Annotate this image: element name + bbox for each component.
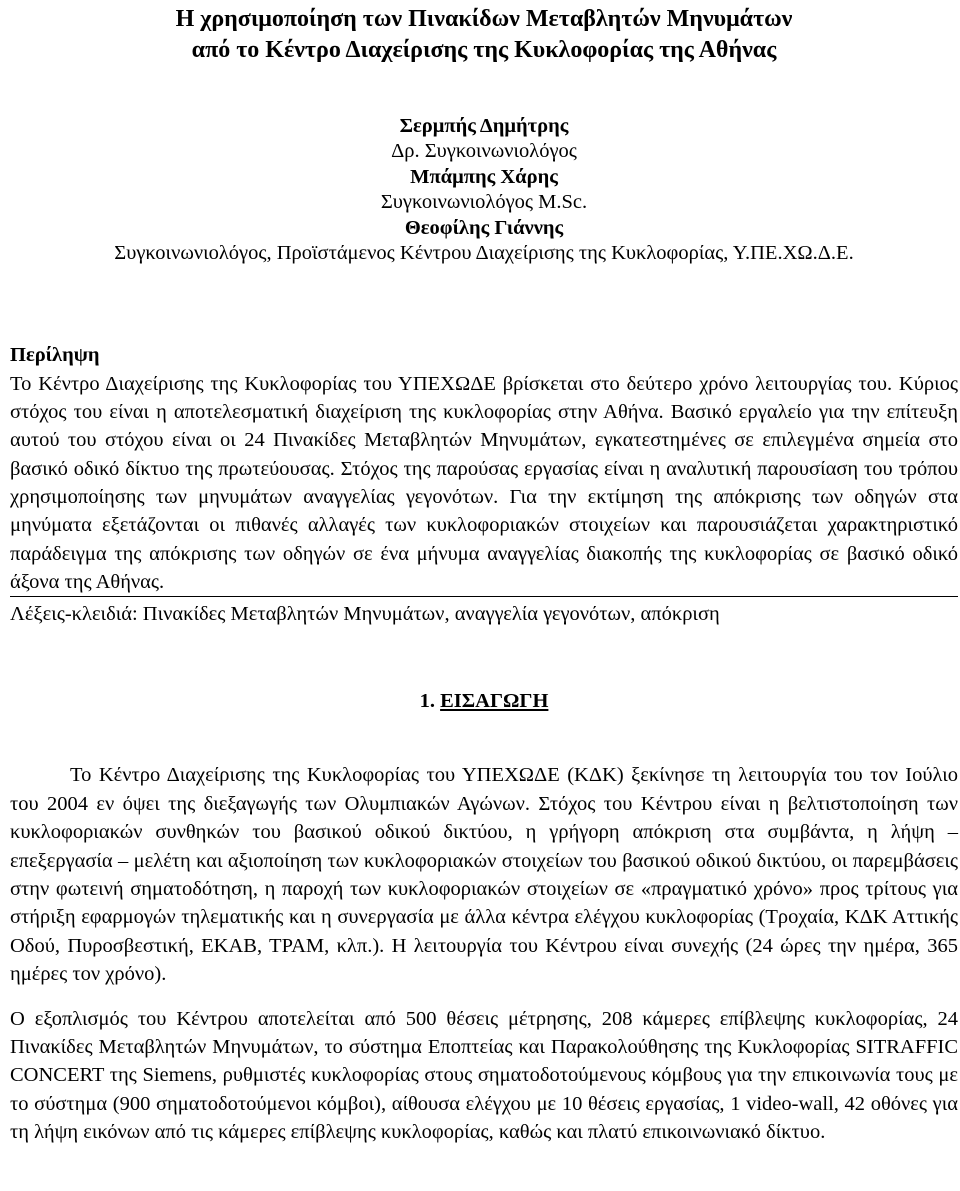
title-line-2: από το Κέντρο Διαχείρισης της Κυκλοφορίας της Αθήνας bbox=[191, 37, 777, 63]
section-number: 1. bbox=[419, 690, 441, 713]
title-line-1: Η χρησιμοποίηση των Πινακίδων Μεταβλητών Μηνυμάτων bbox=[175, 6, 793, 32]
abstract-section bbox=[10, 341, 958, 596]
author-name: Σερμπής Δημήτρης bbox=[399, 115, 569, 137]
body-paragraph: Ο εξοπλισμός του Κέντρου αποτελείται από 500 θέσεις μέτρησης, 208 κάμερες επίβλεψης κυκλοφορίας, 24 Πινακίδες Μεταβλητών Μηνυμάτων, το σύστημα Εποπτείας και Παρακολούθησης της Κυκλοφορίας SITRAFFIC CONCERT της Siemens, ρυθμιστές κυκλοφορίας στους σηματοδοτούμενους κόμβους για την επικοινωνία τους με το σύστημα (900 σηματοδοτούμενοι κόμβοι), αίθουσα ελέγχου με 10 θέσεις εργασίας, 1 video-wall, 42 οθόνες για τη λήψη εικόνων από τις κάμερες επίβλεψης κυκλοφορίας, καθώς και πλατύ επικοινωνιακό δίκτυο. bbox=[10, 1007, 958, 1144]
keywords-line: Λέξεις-κλειδιά: Πινακίδες Μεταβλητών Μηνυμάτων, αναγγελία γεγονότων, απόκριση bbox=[10, 596, 958, 628]
paper-title bbox=[10, 0, 958, 66]
section-title: ΕΙΣΑΓΩΓΗ bbox=[440, 690, 549, 713]
author-affiliation: Συγκοινωνιολόγος M.Sc. bbox=[380, 191, 588, 214]
author-affiliation: Συγκοινωνιολόγος, Προϊστάμενος Κέντρου Διαχείρισης της Κυκλοφορίας, Υ.ΠΕ.ΧΩ.Δ.Ε. bbox=[114, 242, 854, 265]
author-name: Θεοφίλης Γιάννης bbox=[404, 216, 564, 239]
section-heading bbox=[10, 687, 958, 715]
body-paragraph: Το Κέντρο Διαχείρισης της Κυκλοφορίας του ΥΠΕΧΩΔΕ (ΚΔΚ) ξεκίνησε τη λειτουργία του τον Ιούλιο του 2004 εν όψει της διεξαγωγής των Ολυμπιακών Αγώνων. Στόχος του Κέντρου είναι η βελτιστοποίηση των κυκλοφοριακών συνθηκών του βασικού οδικού δικτύου, η γρήγορη απόκριση στα συμβάντα, η λήψη – επεξεργασία – μελέτη και αξιοποίηση των κυκλοφοριακών στοιχείων του βασικού οδικού δικτύου, οι παρεμβάσεις στην φωτεινή σηματοδότηση, η παροχή των κυκλοφοριακών στοιχείων σε «πραγματικό χρόνο» προς τρίτους για στήριξη εφαρμογών τηλεματικής και η συνεργασία με άλλα κέντρα ελέγχου κυκλοφορίας (Τροχαία, ΚΔΚ Αττικής Οδού, Πυροσβεστική, ΕΚΑΒ, ΤΡΑΜ, κλπ.). Η λειτουργία του Κέντρου είναι συνεχής (24 ώρες την ημέρα, 365 ημέρες τον χρόνο). bbox=[10, 764, 958, 986]
author-name: Μπάμπης Χάρης bbox=[410, 165, 558, 188]
author-block bbox=[10, 114, 958, 266]
author-affiliation: Δρ. Συγκοινωνιολόγος bbox=[391, 140, 577, 163]
abstract-heading: Περίληψη bbox=[10, 344, 100, 367]
document-page bbox=[10, 0, 958, 1147]
abstract-text: Το Κέντρο Διαχείρισης της Κυκλοφορίας του ΥΠΕΧΩΔΕ βρίσκεται στο δεύτερο χρόνο λειτουργίας του. Κύριος στόχος του είναι η αποτελεσματική διαχείριση της κυκλοφορίας στην Αθήνα. Βασικό εργαλείο για την επίτευξη αυτού του στόχου είναι οι 24 Πινακίδες Μεταβλητών Μηνυμάτων, εγκατεστημένες σε επιλεγμένα σημεία στο βασικό οδικό δίκτυο της πρωτεύουσας. Στόχος της παρούσας εργασίας είναι η αναλυτική παρουσίαση του τρόπου χρησιμοποίησης των μηνυμάτων αναγγελίας γεγονότων. Για την εκτίμηση της απόκρισης των οδηγών στα μηνύματα εξετάζονται οι πιθανές αλλαγές των κυκλοφοριακών στοιχείων και παρουσιάζεται χαρακτηριστικό παράδειγμα της απόκρισης των οδηγών σε ένα μήνυμα αναγγελίας διακοπής της κυκλοφορίας σε βασικό οδικό άξονα της Αθήνας. bbox=[10, 372, 958, 593]
